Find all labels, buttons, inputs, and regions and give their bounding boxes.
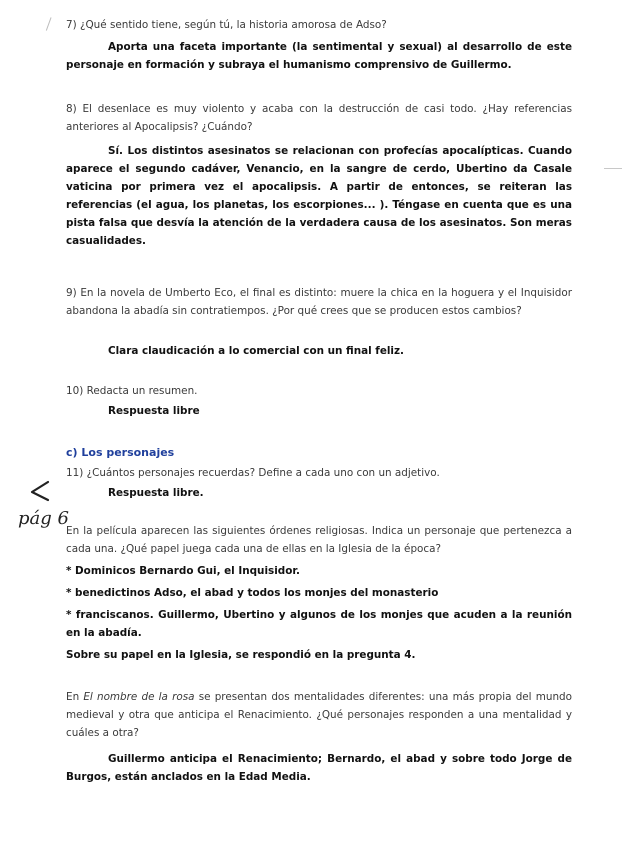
question-9: 9) En la novela de Umberto Eco, el final es distinto: muere la chica en la hoguera y el Inquisidor abandona la abadía sin contratiempos. ¿Por qué crees que se producen estos cambios? [66, 287, 572, 317]
question-12: En la película aparecen las siguientes órdenes religiosas. Indica un personaje que pertenezca a cada una. ¿Qué papel juega cada una de ellas en la Iglesia de la época? [66, 525, 572, 555]
answer-8: Sí. Los distintos asesinatos se relacionan con profecías apocalípticas. Cuando aparece el segundo cadáver, Venancio, en la sangre de cerdo, Ubertino da Casale vaticina por primera vez el apocalipsis. A partir de entonces, se reiteran las referencias (el agua, los planetas, los escorpiones... ). Téngase en cuenta que es una pista falsa que desvía la atención de la verdadera causa de los asesinatos. Son meras casualidades. [66, 145, 572, 247]
margin-mark [46, 17, 57, 33]
margin-mark [604, 168, 622, 169]
handwritten-note-text: pág 6 [18, 508, 69, 529]
answer-9: Clara claudicación a lo comercial con un final feliz. [108, 345, 404, 357]
question-7: 7) ¿Qué sentido tiene, según tú, la historia amorosa de Adso? [66, 19, 387, 31]
handwritten-page-note [18, 480, 69, 540]
book-title: El nombre de la rosa [83, 691, 195, 703]
answer-10: Respuesta libre [108, 405, 200, 417]
question-13 [66, 688, 572, 742]
question-13-pre: En [66, 691, 84, 703]
order-franciscanos: * franciscanos. Guillermo, Ubertino y algunos de los monjes que acuden a la reunión en la abadía. [66, 609, 572, 639]
question-13-post: se presentan dos mentalidades diferentes: una más propia del mundo medieval y otra que anticipa el Renacimiento. ¿Qué personajes responden a una mentalidad y cuáles a otra? [66, 691, 572, 739]
section-title: c) Los personajes [66, 446, 175, 459]
answer-7: Aporta una faceta importante (la sentimental y sexual) al desarrollo de este personaje en formación y subraya el humanismo comprensivo de Guillermo. [66, 41, 572, 71]
answer-12: Sobre su papel en la Iglesia, se respondió en la pregunta 4. [66, 649, 416, 661]
order-benedictinos: * benedictinos Adso, el abad y todos los monjes del monasterio [66, 587, 439, 599]
answer-13: Guillermo anticipa el Renacimiento; Bernardo, el abad y sobre todo Jorge de Burgos, están anclados en la Edad Media. [66, 753, 572, 783]
answer-11: Respuesta libre. [108, 487, 204, 499]
order-dominicos: * Dominicos Bernardo Gui, el Inquisidor. [66, 565, 300, 577]
question-10: 10) Redacta un resumen. [66, 385, 198, 397]
question-11: 11) ¿Cuántos personajes recuerdas? Define a cada uno con un adjetivo. [66, 467, 440, 479]
question-8: 8) El desenlace es muy violento y acaba con la destrucción de casi todo. ¿Hay referencias anteriores al Apocalipsis? ¿Cuándo? [66, 103, 572, 133]
